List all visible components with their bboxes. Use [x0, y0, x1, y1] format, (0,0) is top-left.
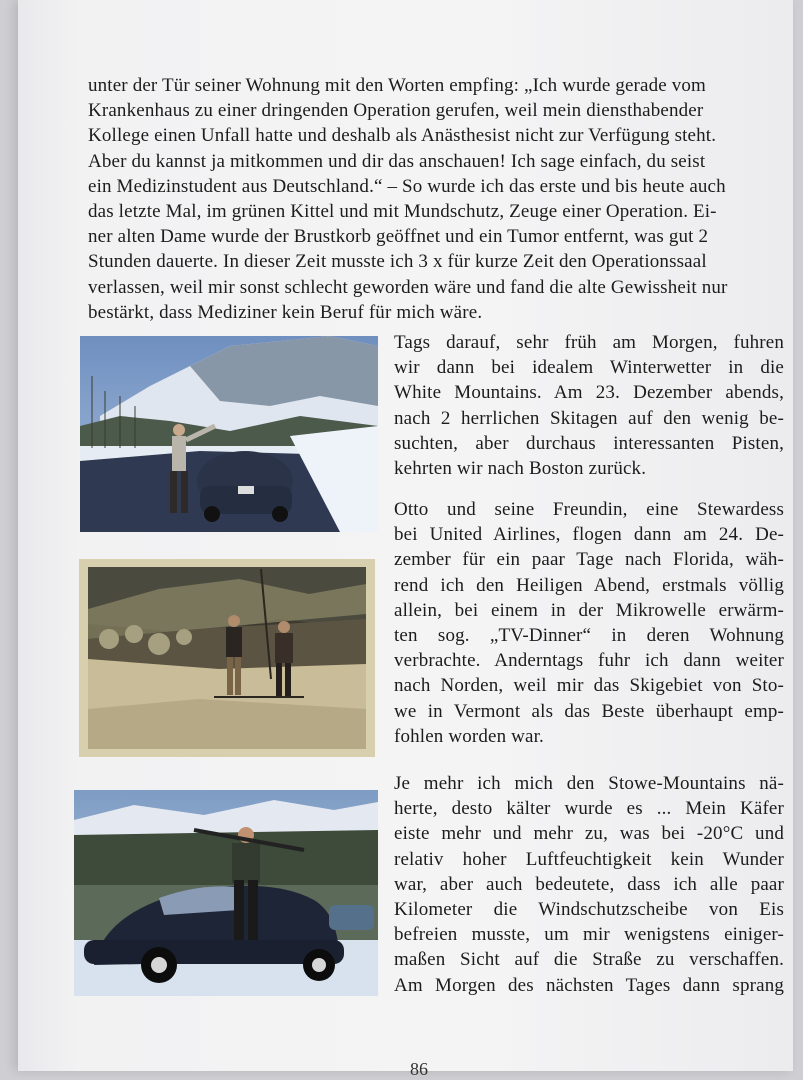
text-line: eiste mehr und mehr zu, was bei -20°C und: [394, 823, 784, 845]
text-line: Kilometer die Windschutzscheibe von Eis: [394, 899, 784, 921]
text-line: herte, desto kälter wurde es ... Mein Käfer: [394, 798, 784, 820]
text-line: ten sog. „TV-Dinner“ in deren Wohnung: [394, 625, 784, 647]
text-line: kehrten wir nach Boston zurück.: [394, 458, 647, 480]
paragraph-3: [394, 497, 784, 749]
text-line: fohlen worden war.: [394, 725, 544, 747]
text-line: bei United Airlines, flogen dann am 24. De-: [394, 524, 784, 546]
text-line: verlassen, weil mir sonst schlecht geworden wäre und fand die alte Gewissheit nur: [88, 276, 728, 298]
text-line: Otto und seine Freundin, eine Stewardess: [394, 499, 784, 520]
text-line: nach Norden, weil mir das Skigebiet von Sto-: [394, 675, 784, 697]
top-paragraph: [88, 73, 778, 325]
text-line: unter der Tür seiner Wohnung mit den Worten empfing: „Ich wurde gerade vom: [88, 75, 706, 96]
text-line: befreien musste, um mir wenigstens einiger-: [394, 924, 784, 946]
text-line: Tags darauf, sehr früh am Morgen, fuhren: [394, 332, 784, 353]
text-line: suchten, aber durchaus interessanten Pisten,: [394, 432, 784, 454]
text-line: relativ hoher Luftfeuchtigkeit kein Wunder: [394, 848, 784, 870]
text-line: allein, bei einem in der Mikrowelle erwärm-: [394, 599, 784, 621]
text-line: bestärkt, dass Mediziner kein Beruf für mich wäre.: [88, 301, 483, 323]
text-line: White Mountains. Am 23. Dezember abends,: [394, 382, 784, 404]
text-line: ner alten Dame wurde der Brustkorb geöffnet und ein Tumor entfernt, was gut 2: [88, 226, 709, 248]
text-line: wir dann bei idealem Winterwetter in die: [394, 357, 784, 379]
text-line: Je mehr ich mich den Stowe-Mountains nä-: [394, 773, 784, 794]
photo-two-skiers: [79, 559, 375, 757]
text-line: verbrachte. Anderntags fuhr ich dann weiter: [394, 650, 784, 672]
paragraph-4: [394, 771, 784, 998]
text-line: Krankenhaus zu einer dringenden Operation gerufen, weil mein diensthabender: [88, 100, 704, 122]
text-line: we in Vermont als das Beste überhaupt emp-: [394, 700, 784, 722]
photo-white-mountains: [80, 336, 378, 532]
text-line: zember für ein paar Tage nach Florida, wäh-: [394, 549, 784, 571]
text-line: ein Medizinstudent aus Deutschland.“ – So wurde ich das erste und bis heute auch: [88, 175, 726, 197]
page-number: 86: [410, 1059, 428, 1079]
text-line: rend ich den Heiligen Abend, erstmals völlig: [394, 574, 784, 596]
text-line: Am Morgen des nächsten Tages dann sprang: [394, 974, 784, 996]
text-line: Kollege einen Unfall hatte und deshalb als Anästhesist nicht zur Verfügung steht.: [88, 125, 717, 147]
text-line: Aber du kannst ja mitkommen und dir das anschauen! Ich sage einfach, du seist: [88, 150, 706, 172]
photo-stowe-beetle: [74, 790, 378, 996]
paragraph-2: [394, 330, 784, 481]
text-line: maßen Sicht auf die Straße zu verschaffen.: [394, 949, 784, 971]
text-line: nach 2 herrlichen Skitagen auf den wenig be-: [394, 407, 784, 429]
text-line: Stunden dauerte. In dieser Zeit musste ich 3 x für kurze Zeit den Operationssaal: [88, 251, 707, 273]
text-line: das letzte Mal, im grünen Kittel und mit Mundschutz, Zeuge einer Operation. Ei-: [88, 201, 717, 223]
text-line: war, aber auch bedeutete, dass ich alle paar: [394, 873, 784, 895]
